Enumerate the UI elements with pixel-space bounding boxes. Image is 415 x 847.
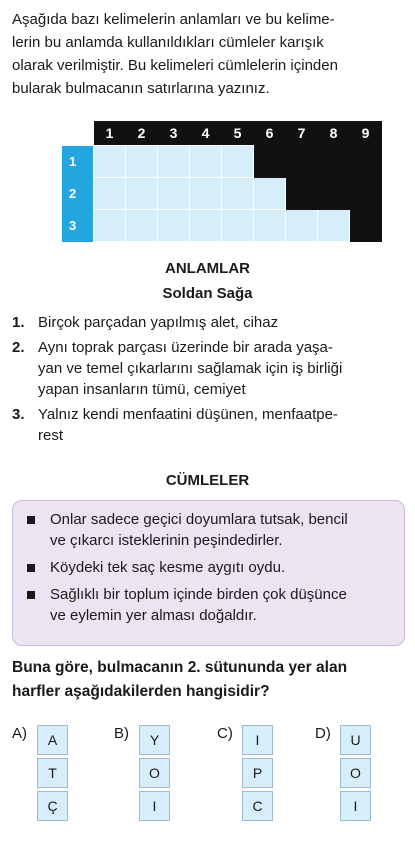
option-letter: A (37, 725, 68, 755)
meaning-item (12, 337, 404, 400)
meaning-number: 3. (12, 406, 25, 423)
grid-corner (62, 121, 94, 146)
blocked-cell (350, 146, 382, 178)
instruction-line: Aşağıda bazı kelimelerin anlamları ve bu kelime- (12, 11, 335, 28)
puzzle-cell[interactable] (158, 178, 190, 210)
sentence-line: Sağlıklı bir toplum içinde birden çok düşünce (50, 586, 347, 603)
meaning-line: yapan insanların tümü, cemiyet (38, 381, 246, 398)
meaning-number: 2. (12, 339, 25, 356)
sentence-line: Onlar sadece geçici doyumlara tutsak, bencil (50, 511, 348, 528)
meanings-list (12, 312, 404, 450)
meaning-number: 1. (12, 314, 25, 331)
option-letter: C (242, 791, 273, 821)
puzzle-cell[interactable] (126, 178, 158, 210)
sentence-text (50, 584, 347, 626)
column-number: 3 (158, 121, 190, 146)
blocked-cell (286, 178, 318, 210)
row-number: 2 (62, 178, 94, 210)
sentence-text (50, 557, 285, 578)
option-letter: I (139, 791, 170, 821)
column-header-row (62, 121, 382, 146)
row-number: 1 (62, 146, 94, 178)
blocked-cell (286, 146, 318, 178)
instructions (12, 8, 404, 100)
option-letter: I (242, 725, 273, 755)
sentences-box (12, 500, 405, 646)
sentence-item (21, 584, 396, 626)
option-letter: Y (139, 725, 170, 755)
puzzle-cell[interactable] (94, 210, 126, 242)
grid-row-1 (62, 146, 382, 178)
meaning-text (38, 404, 404, 446)
instruction-line: lerin bu anlamda kullanıldıkları cümleler karışık (12, 34, 324, 51)
instruction-line: olarak verilmiştir. Bu kelimeleri cümlelerin içinden (12, 57, 338, 74)
meaning-text (38, 337, 404, 400)
bullet-square-icon (27, 564, 35, 572)
grid-row-2 (62, 178, 382, 210)
option-letter: U (340, 725, 371, 755)
question-text (12, 656, 404, 704)
sentence-line: Köydeki tek saç kesme aygıtı oydu. (50, 559, 286, 576)
sentence-item (21, 509, 396, 551)
option-letter: O (139, 758, 170, 788)
question-line: Buna göre, bulmacanın 2. sütununda yer alan (12, 659, 348, 676)
sentence-line: ve eylemin yer alması doğaldır. (50, 607, 257, 624)
direction-heading: Soldan Sağa (162, 285, 253, 302)
meaning-text (38, 312, 404, 333)
bullet-square-icon (27, 591, 35, 599)
blocked-cell (350, 178, 382, 210)
meanings-heading: ANLAMLAR (165, 260, 250, 277)
option-letter-column (139, 725, 170, 824)
puzzle-cell[interactable] (318, 210, 350, 242)
meaning-line: Yalnız kendi menfaatini düşünen, menfaatpe- (38, 406, 338, 423)
column-number: 8 (318, 121, 350, 146)
option-letter: O (340, 758, 371, 788)
puzzle-cell[interactable] (158, 146, 190, 178)
sentence-line: ve çıkarcı isteklerinin peşindedirler. (50, 532, 283, 549)
puzzle-cell[interactable] (94, 146, 126, 178)
puzzle-cell[interactable] (254, 210, 286, 242)
instruction-line: bularak bulmacanın satırlarına yazınız. (12, 80, 270, 97)
column-number: 2 (126, 121, 158, 146)
column-number: 5 (222, 121, 254, 146)
option-letter-column (37, 725, 68, 824)
meaning-line: Birçok parçadan yapılmış alet, cihaz (38, 314, 279, 331)
option-letter: P (242, 758, 273, 788)
column-number: 6 (254, 121, 286, 146)
question-line: harfler aşağıdakilerden hangisidir? (12, 683, 270, 700)
option-letter-column (340, 725, 371, 824)
blocked-cell (318, 178, 350, 210)
puzzle-cell[interactable] (94, 178, 126, 210)
column-number: 9 (350, 121, 382, 146)
sentence-text (50, 509, 348, 551)
meaning-line: rest (38, 427, 64, 444)
option-letter: Ç (37, 791, 68, 821)
puzzle-cell[interactable] (190, 210, 222, 242)
option-letter-column (242, 725, 273, 824)
blocked-cell (254, 146, 286, 178)
puzzle-cell[interactable] (126, 146, 158, 178)
option-label: A) (12, 725, 27, 742)
blocked-cell (350, 210, 382, 242)
grid-row-3 (62, 210, 382, 242)
sentences-heading: CÜMLELER (165, 472, 250, 489)
meaning-line: yan ve temel çıkarlarını sağlamak için iş birliği (38, 360, 343, 377)
option-label: D) (315, 725, 331, 742)
column-number: 1 (94, 121, 126, 146)
option-letter: I (340, 791, 371, 821)
meaning-line: Aynı toprak parçası üzerinde bir arada yaşa- (38, 339, 333, 356)
column-number: 7 (286, 121, 318, 146)
meaning-item (12, 312, 404, 333)
blocked-cell (318, 146, 350, 178)
option-label: C) (217, 725, 233, 742)
puzzle-cell[interactable] (222, 210, 254, 242)
row-number: 3 (62, 210, 94, 242)
puzzle-cell[interactable] (126, 210, 158, 242)
meaning-item (12, 404, 404, 446)
crossword-grid (62, 121, 382, 242)
option-label: B) (114, 725, 129, 742)
puzzle-cell[interactable] (254, 178, 286, 210)
puzzle-cell[interactable] (222, 178, 254, 210)
puzzle-cell[interactable] (190, 178, 222, 210)
option-letter: T (37, 758, 68, 788)
sentence-item (21, 557, 396, 578)
puzzle-cell[interactable] (286, 210, 318, 242)
bullet-square-icon (27, 516, 35, 524)
puzzle-cell[interactable] (222, 146, 254, 178)
puzzle-cell[interactable] (190, 146, 222, 178)
puzzle-cell[interactable] (158, 210, 190, 242)
column-number: 4 (190, 121, 222, 146)
